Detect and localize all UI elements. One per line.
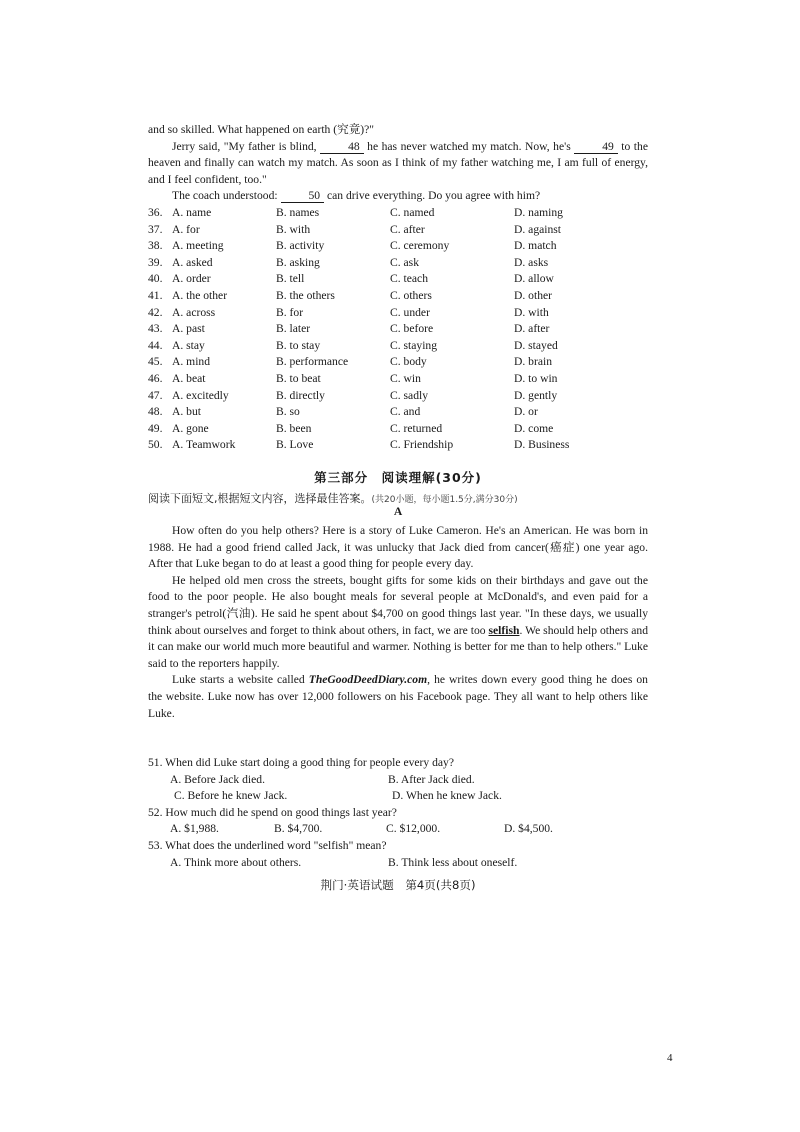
option-d: D. Business [514, 438, 570, 452]
question-number: 47. [148, 388, 163, 402]
option-b: B. directly [276, 388, 325, 402]
option-d: D. asks [514, 255, 549, 269]
option-row [148, 255, 648, 272]
option-row [148, 238, 648, 255]
question-number: 42. [148, 305, 163, 319]
instruction-note: (共20小题，每小题1.5分,满分30分) [371, 495, 518, 505]
blank-50: 50 [281, 189, 325, 203]
option-a: A. past [172, 322, 205, 336]
option-c: C. teach [390, 272, 428, 286]
option-d: D. stayed [514, 338, 558, 352]
section-title: 第三部分 阅读理解(30分) [314, 470, 482, 485]
answer-option[interactable]: B. After Jack died. [388, 772, 475, 786]
option-d: D. to win [514, 371, 558, 385]
option-c: C. before [390, 322, 434, 336]
question-number: 40. [148, 272, 163, 286]
text: He helped old men cross the streets, bought gifts for some kids on their birthdays and gave out the food to the poor people. He also bought meals for several people at McDonald's, and even paid for a stranger's petrol(汽油). He said he spent about $4,700 on good things last year. "In these days, we usually think about ourselves and forget to think about others, in fact, we are too [148, 573, 648, 637]
passage-paragraph [148, 139, 648, 189]
text: to the heaven and finally can watch my match. As soon as I think of my father watching me, I am full of energy, and I feel confident, too." [148, 139, 648, 186]
option-row [148, 388, 648, 405]
question-stem: 53. What does the underlined word "selfish" mean? [148, 838, 387, 852]
question-number: 39. [148, 255, 163, 269]
question-number: 50. [148, 438, 163, 452]
question-number: 44. [148, 338, 163, 352]
option-b: B. asking [276, 255, 320, 269]
option-a: A. order [172, 272, 211, 286]
passage-label: A [393, 505, 403, 518]
question-number: 49. [148, 421, 163, 435]
text: he has never watched my match. Now, he's [363, 139, 575, 153]
option-b: B. activity [276, 239, 325, 253]
question-number: 41. [148, 288, 163, 302]
option-b: B. performance [276, 355, 349, 369]
question-stem: 52. How much did he spend on good things last year? [148, 805, 397, 819]
cloze-options [148, 205, 648, 454]
answer-option[interactable]: A. Before Jack died. [170, 772, 265, 786]
passage-paragraph [148, 188, 648, 205]
answer-option[interactable]: D. $4,500. [504, 822, 553, 836]
option-a: A. asked [172, 255, 213, 269]
page-footer: 荆门·英语试题 第4页(共8页) [320, 878, 476, 892]
passage-paragraph: How often do you help others? Here is a story of Luke Cameron. He's an American. He was born in 1988. He had a good friend called Jack, it was unlucky that Jack died from cancer(癌症) one year ago. After that Luke began to do at least a good thing for people every day. [148, 524, 648, 571]
option-d: D. after [514, 322, 550, 336]
option-a: A. but [172, 405, 201, 419]
answer-option[interactable]: A. Think more about others. [170, 855, 302, 869]
text: The coach understood: [172, 189, 281, 203]
text: can drive everything. Do you agree with him? [324, 189, 541, 203]
answer-option[interactable]: D. When he knew Jack. [392, 789, 502, 803]
option-b: B. to beat [276, 371, 321, 385]
option-d: D. match [514, 239, 557, 253]
option-d: D. brain [514, 355, 552, 369]
option-a: A. meeting [172, 239, 224, 253]
website-name: TheGoodDeedDiary.com [308, 673, 428, 687]
cloze-passage-end [148, 122, 648, 205]
question-number: 46. [148, 371, 163, 385]
option-c: C. body [390, 355, 427, 369]
passage-paragraph [148, 573, 648, 673]
option-c: C. returned [390, 421, 443, 435]
question-number: 48. [148, 405, 163, 419]
reading-passage [148, 523, 648, 722]
option-row [148, 437, 648, 454]
question-number: 43. [148, 322, 163, 336]
option-d: D. gently [514, 388, 558, 402]
questions [148, 755, 648, 871]
answer-options [148, 821, 648, 838]
blank-48: 48 [320, 140, 364, 154]
answer-option[interactable]: C. $12,000. [386, 822, 441, 836]
option-b: B. later [276, 322, 311, 336]
option-a: A. mind [172, 355, 211, 369]
option-row [148, 321, 648, 338]
answer-option[interactable]: A. $1,988. [170, 822, 219, 836]
option-d: D. other [514, 288, 552, 302]
option-row [148, 271, 648, 288]
question-number: 36. [148, 206, 163, 219]
option-c: C. ask [390, 255, 419, 269]
answer-option[interactable]: B. $4,700. [274, 822, 323, 836]
option-a: A. name [172, 206, 212, 219]
option-d: D. come [514, 421, 554, 435]
option-d: D. or [514, 405, 538, 419]
option-b: B. names [276, 206, 320, 219]
option-b: B. been [276, 421, 312, 435]
option-a: A. Teamwork [172, 438, 236, 452]
option-c: C. named [390, 206, 435, 219]
option-b: B. tell [276, 272, 305, 286]
option-c: C. staying [390, 338, 438, 352]
option-row [148, 305, 648, 322]
option-c: C. win [390, 371, 421, 385]
option-row [148, 222, 648, 239]
option-c: C. under [390, 305, 430, 319]
option-b: B. with [276, 222, 311, 236]
blank-49: 49 [574, 140, 618, 154]
answer-options [148, 788, 648, 805]
option-b: B. Love [276, 438, 314, 452]
option-b: B. for [276, 305, 304, 319]
question-number: 38. [148, 239, 163, 253]
option-d: D. allow [514, 272, 554, 286]
instruction-text: 阅读下面短文,根据短文内容，选择最佳答案。 [148, 492, 372, 505]
section-instruction [148, 490, 648, 506]
option-a: A. excitedly [172, 388, 229, 402]
text: Jerry said, "My father is blind, [172, 139, 321, 153]
option-d: D. with [514, 305, 549, 319]
answer-options [148, 772, 648, 789]
text: , he writes down every good thing he does on the website. Luke now has over 12,000 followers on his Facebook page. They all want to help others like Luke. [148, 673, 648, 720]
question-number: 37. [148, 222, 163, 236]
option-d: D. against [514, 222, 562, 236]
text: Luke starts a website called [172, 673, 309, 687]
option-d: D. naming [514, 206, 563, 219]
option-row [148, 421, 648, 438]
passage-paragraph [148, 672, 648, 722]
text: . We should help others and it can make our world much more beautiful and warmer. Nothing is better for me than to help others." Luke said to the reporters happily. [148, 623, 648, 670]
option-c: C. others [390, 288, 432, 302]
option-row [148, 205, 648, 222]
option-a: A. the other [172, 288, 228, 302]
passage-line: and so skilled. What happened on earth (究竟)?" [148, 123, 375, 136]
option-c: C. Friendship [390, 438, 454, 452]
option-c: C. ceremony [390, 239, 450, 253]
option-a: A. beat [172, 371, 206, 385]
option-a: A. for [172, 222, 200, 236]
answer-option[interactable]: B. Think less about oneself. [388, 855, 518, 869]
option-a: A. gone [172, 421, 209, 435]
question-stem: 51. When did Luke start doing a good thing for people every day? [148, 756, 454, 769]
answer-option[interactable]: C. Before he knew Jack. [174, 789, 288, 803]
option-c: C. sadly [390, 388, 429, 402]
option-row [148, 354, 648, 371]
option-row [148, 404, 648, 421]
question-number: 45. [148, 355, 163, 369]
option-b: B. to stay [276, 338, 321, 352]
option-row [148, 371, 648, 388]
underlined-word: selfish [488, 623, 520, 637]
option-row [148, 338, 648, 355]
option-b: B. the others [276, 288, 335, 302]
option-c: C. after [390, 222, 425, 236]
option-a: A. across [172, 305, 216, 319]
option-row [148, 288, 648, 305]
answer-options [148, 855, 648, 872]
page-number: 4 [667, 1052, 673, 1064]
option-c: C. and [390, 405, 421, 419]
option-a: A. stay [172, 338, 205, 352]
option-b: B. so [276, 405, 300, 419]
